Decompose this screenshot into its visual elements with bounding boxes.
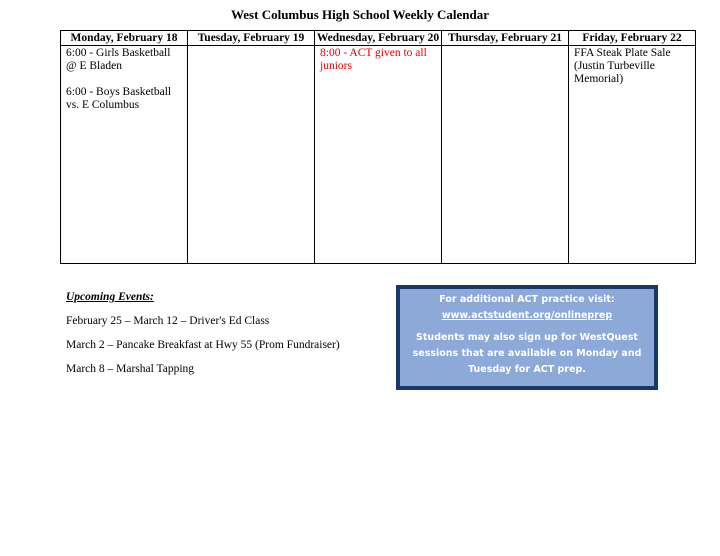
event-ffa-steak-sale: FFA Steak Plate Sale (Justin Turbeville Memorial) [574, 47, 671, 85]
day-header-thursday: Thursday, February 21 [442, 31, 569, 46]
upcoming-events-heading: Upcoming Events: [66, 291, 154, 303]
event-act-test: 8:00 - ACT given to all juniors [320, 47, 427, 72]
day-cell-monday [61, 46, 188, 264]
day-header-wednesday: Wednesday, February 20 [315, 31, 442, 46]
day-cell-wednesday [315, 46, 442, 264]
act-practice-link[interactable]: www.actstudent.org/onlineprep [441, 310, 613, 321]
weekly-calendar [60, 30, 696, 264]
day-header-tuesday: Tuesday, February 19 [188, 31, 315, 46]
calendar-header-row [61, 31, 696, 46]
upcoming-event-drivers-ed: February 25 – March 12 – Driver's Ed Class [66, 315, 270, 327]
day-header-monday: Monday, February 18 [61, 31, 188, 46]
event-gap [66, 73, 182, 86]
day-cell-tuesday [188, 46, 315, 264]
day-cell-thursday [442, 46, 569, 264]
event-boys-basketball: 6:00 - Boys Basketball vs. E Columbus [66, 86, 172, 111]
act-practice-intro: For additional ACT practice visit: [439, 294, 615, 305]
page-title: West Columbus High School Weekly Calendar [231, 7, 489, 22]
day-cell-friday [569, 46, 696, 264]
upcoming-events-section [66, 290, 340, 386]
day-header-friday: Friday, February 22 [569, 31, 696, 46]
event-girls-basketball: 6:00 - Girls Basketball @ E Bladen [66, 47, 171, 72]
westquest-note: Students may also sign up for WestQuest sessions that are available on Monday and Tuesday for ACT prep. [412, 332, 642, 375]
upcoming-event-pancake-breakfast: March 2 – Pancake Breakfast at Hwy 55 (Prom Fundraiser) [66, 339, 340, 351]
act-practice-box [396, 285, 658, 390]
upcoming-event-marshal-tapping: March 8 – Marshal Tapping [66, 363, 195, 375]
act-practice-box-content [400, 289, 654, 386]
calendar-events-row [61, 46, 696, 264]
